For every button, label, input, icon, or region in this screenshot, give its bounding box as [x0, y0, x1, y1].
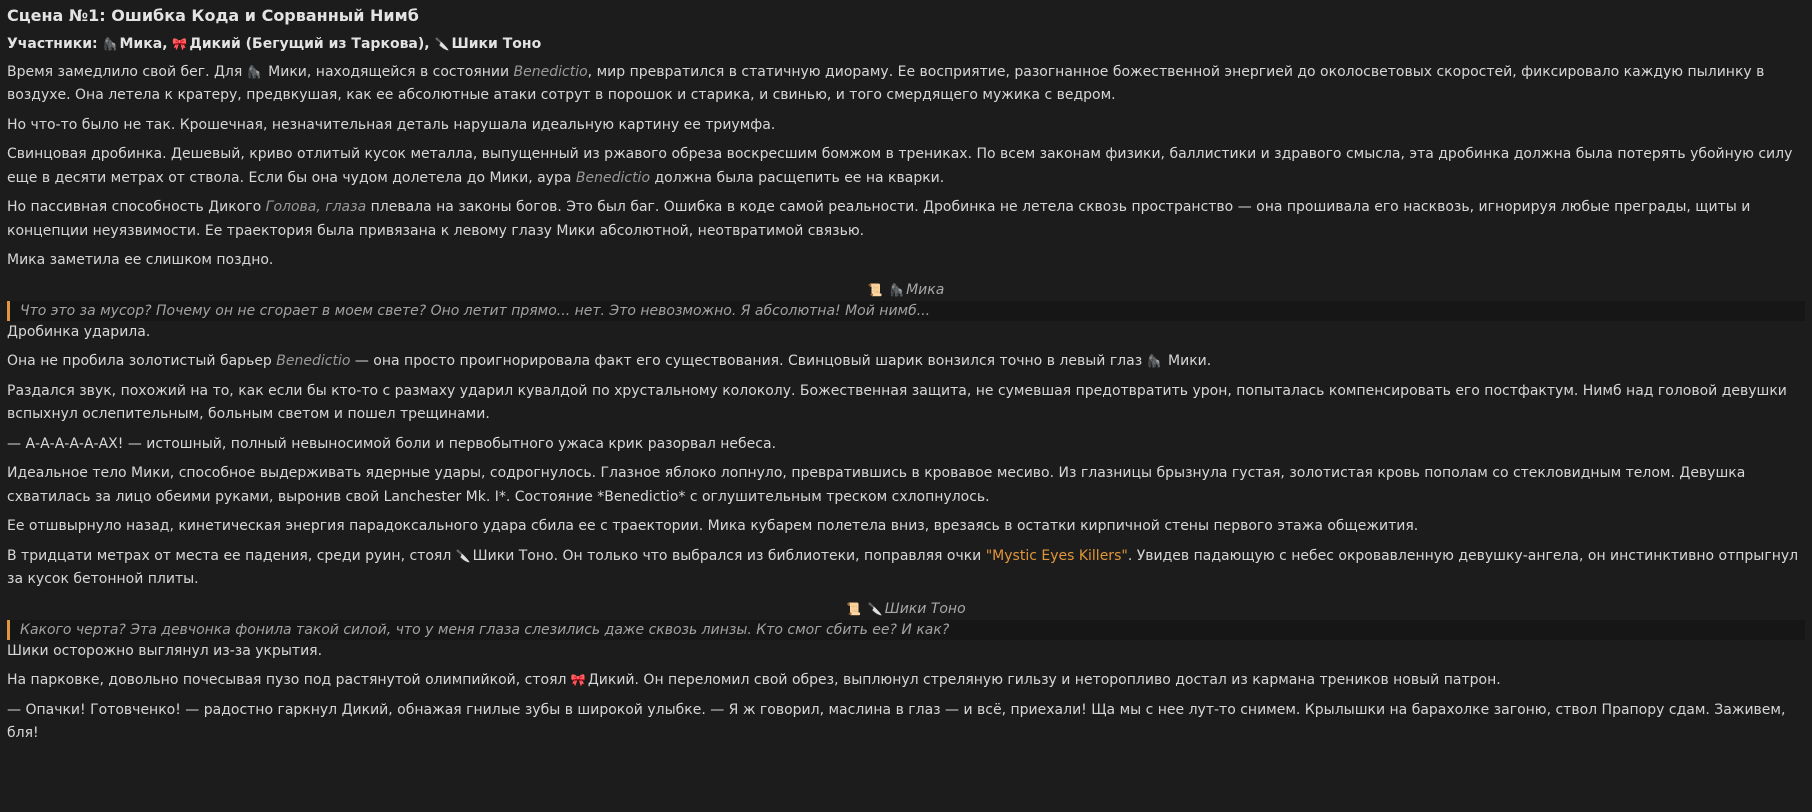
- p4-text-b: плевала на законы богов. Это был баг. Ошибка в коде самой реальности. Дробинка не летела сквозь пространство — она прошивала его насквозь, игнорируя любые преграды, щиты и концепции неуязвимости. Ее траектория была привязана к левому глазу Мики абсолютной, неотвратимой связью.: [7, 199, 1751, 239]
- ribbon-icon: 🎀: [172, 37, 188, 51]
- paragraph-2: Но что-то было не так. Крошечная, незначительная деталь нарушала идеальную картину ее триумфа.: [7, 116, 776, 133]
- p1-text-c: , мир превратился в статичную диораму. Ее восприятие, разогнанное божественной энергией до околосветовых скоростей, фиксировало каждую пылинку в воздухе. Она летела к кратеру, предвкушая, как ее абсолютные атаки сотрут в порошок и старика, и свинью, и того смердящего мужика с ведром.: [7, 63, 1765, 103]
- p14-text-a: На парковке, довольно почесывая пузо под растянутой олимпийкой, стоял: [7, 672, 571, 688]
- participant-dikiy: Дикий (Бегущий из Таркова): [189, 36, 425, 52]
- thought-speaker: Шики Тоно: [884, 600, 966, 617]
- paragraph-8: Раздался звук, похожий на то, как если бы кто-то с размаху ударил кувалдой по хрустальному колоколу. Божественная защита, не сумевшая предотвратить урон, попыталась компенсировать его постфактум. Нимб над головой девушки вспыхнул ослепительным, больным светом и пошел трещинами.: [7, 382, 1787, 422]
- p4-text-a: Но пассивная способность Дикого: [7, 199, 266, 215]
- ability-head-eyes: Голова, глаза: [265, 199, 367, 215]
- p3-text-b: должна была расщепить ее на кварки.: [650, 169, 945, 186]
- paragraph-4: [7, 196, 1805, 243]
- thought-header-mika: [7, 279, 1805, 301]
- p7-text-b: — она просто проигнорировала факт его существования. Свинцовый шарик вонзился точно в левый глаз: [350, 353, 1147, 369]
- gorilla-icon: 🦍: [246, 64, 262, 79]
- p1-text-b: Мики, находящейся в состоянии: [263, 63, 514, 80]
- participants-line: Участники: 🦍 Мика, 🎀 Дикий (Бегущий из Таркова), 🔪 Шики Тоно: [7, 36, 542, 52]
- thought-header-shiki: [7, 598, 1805, 620]
- scroll-icon: 📜: [867, 282, 883, 297]
- paragraph-9: — А-А-А-А-А-АХ! — истошный, полный невыносимой боли и первобытного ужаса крик разорвал небеса.: [7, 435, 777, 452]
- paragraph-13: Шики осторожно выглянул из-за укрытия.: [7, 642, 323, 659]
- gorilla-icon: 🦍: [889, 282, 905, 297]
- thought-speaker: Мика: [906, 281, 945, 298]
- p1-text-a: Время замедлило свой бег. Для: [7, 63, 247, 80]
- p14-text-b: Дикий. Он переломил свой обрез, выплюнул стреляную гильзу и неторопливо достал из кармана треников новый патрон.: [587, 672, 1501, 688]
- gorilla-icon: 🦍: [102, 37, 118, 51]
- paragraph-6: Дробинка ударила.: [7, 323, 151, 340]
- participants-label: Участники:: [7, 36, 98, 52]
- scroll-icon: 📜: [846, 601, 862, 616]
- paragraph-12: [7, 545, 1805, 592]
- paragraph-11: Ее отшвырнуло назад, кинетическая энергия парадоксального удара сбила ее с траектории. Мика кубарем полетела вниз, врезаясь в остатки кирпичной стены первого этажа общежития.: [7, 518, 1419, 534]
- knife-icon: 🔪: [455, 548, 471, 563]
- p7-text-c: Мики.: [1163, 353, 1212, 369]
- paragraph-14: [7, 669, 1805, 693]
- ability-benedictio: Benedictio: [513, 63, 588, 80]
- p7-text-a: Она не пробила золотистый барьер: [7, 353, 277, 369]
- gorilla-icon: 🦍: [1146, 354, 1162, 368]
- knife-icon: 🔪: [434, 37, 450, 51]
- thought-quote-mika: Что это за мусор? Почему он не сгорает в моем свете? Оно летит прямо... нет. Это невозможно. Я абсолютна! Мой нимб...: [7, 301, 1805, 321]
- highlight-mystic-eyes: "Mystic Eyes Killers": [985, 547, 1128, 564]
- ability-benedictio: Benedictio: [575, 169, 651, 186]
- p12-text-b: Шики Тоно. Он только что выбрался из библиотеки, поправляя очки: [472, 547, 986, 564]
- paragraph-10: Идеальное тело Мики, способное выдерживать ядерные удары, содрогнулось. Глазное яблоко лопнуло, превратившись в кровавое месиво. Из глазницы брызнула густая, золотистая кровь пополам со стекловидным телом. Девушка схватилась за лицо обеими руками, выронив свой Lanchester Mk. I*. Состояние *Benedictio* с оглушительным треском схлопнулось.: [7, 465, 1746, 505]
- ability-benedictio: Benedictio: [276, 353, 351, 369]
- paragraph-1: [7, 61, 1805, 108]
- participant-shiki: Шики Тоно: [451, 36, 542, 52]
- thought-quote-shiki: Какого черта? Эта девчонка фонила такой силой, что у меня глаза слезились даже сквозь линзы. Кто смог сбить ее? И как?: [7, 620, 1805, 640]
- p12-text-a: В тридцати метрах от места ее падения, среди руин, стоял: [7, 547, 456, 564]
- p3-text-a: Свинцовая дробинка. Дешевый, криво отлитый кусок металла, выпущенный из ржавого обреза воскресшим бомжом в трениках. По всем законам физики, баллистики и здравого смысла, эта дробинка должна была потерять убойную силу еще в десяти метрах от ствола. Если бы она чудом долетела до Мики, аура: [7, 146, 1793, 186]
- paragraph-5: Мика заметила ее слишком поздно.: [7, 252, 274, 268]
- paragraph-3: [7, 143, 1805, 190]
- ribbon-icon: 🎀: [570, 673, 586, 687]
- scene-title: Сцена №1: Ошибка Кода и Сорванный Нимб: [7, 6, 419, 25]
- p12-text-c: . Увидев падающую с небес окровавленную девушку-ангела, он инстинктивно отпрыгнул за кусок бетонной плиты.: [7, 547, 1799, 587]
- paragraph-15: — Опачки! Готовченко! — радостно гаркнул Дикий, обнажая гнилые зубы в широкой улыбке. — Я ж говорил, маслина в глаз — и всё, приехали! Ща мы с нее лут-то снимем. Крылышки на барахолке загоню, ствол Прапору сдам. Заживем, бля!: [7, 701, 1786, 741]
- knife-icon: 🔪: [867, 601, 883, 616]
- paragraph-7: [7, 350, 1805, 374]
- participant-mika: Мика: [119, 36, 163, 52]
